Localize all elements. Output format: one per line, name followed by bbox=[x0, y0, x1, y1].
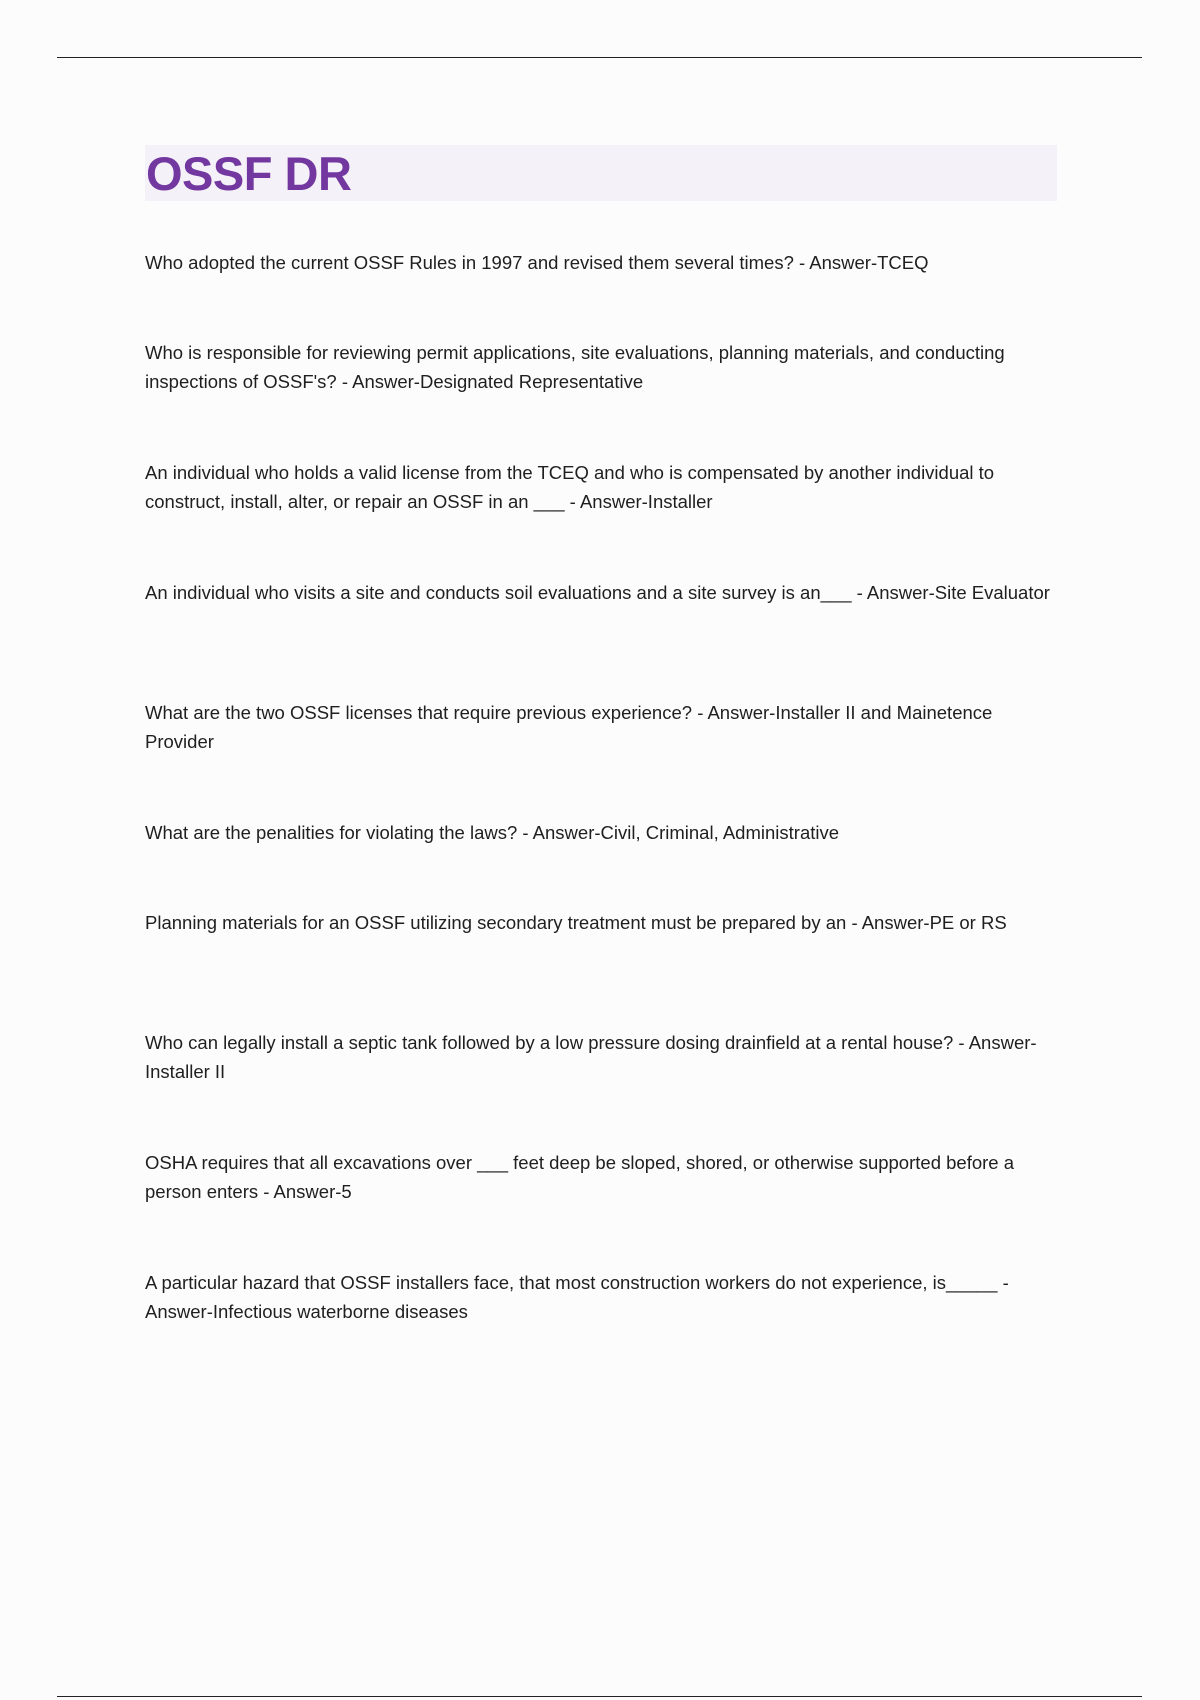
top-rule bbox=[57, 57, 1142, 58]
qa-item: Who is responsible for reviewing permit applications, site evaluations, planning materials, and conducting inspections of OSSF's? - Answer-Designated Representative bbox=[145, 342, 1005, 392]
qa-item: What are the two OSSF licenses that require previous experience? - Answer-Installer II and Mainetence Provider bbox=[145, 702, 993, 752]
qa-item: What are the penalities for violating the laws? - Answer-Civil, Criminal, Administrative bbox=[145, 822, 840, 843]
document-title: OSSF DR bbox=[146, 146, 352, 200]
qa-item: Planning materials for an OSSF utilizing secondary treatment must be prepared by an - Answer-PE or RS bbox=[145, 912, 1007, 933]
bottom-rule bbox=[57, 1696, 1142, 1697]
title-band bbox=[145, 145, 1057, 201]
qa-item: OSHA requires that all excavations over ___ feet deep be sloped, shored, or otherwise supported before a person enters - Answer-5 bbox=[145, 1152, 1015, 1202]
qa-item: An individual who holds a valid license from the TCEQ and who is compensated by another individual to construct, install, alter, or repair an OSSF in an ___ - Answer-Installer bbox=[145, 462, 995, 512]
qa-item: Who adopted the current OSSF Rules in 1997 and revised them several times? - Answer-TCEQ bbox=[145, 252, 929, 273]
document-body bbox=[145, 145, 1057, 1388]
qa-item: A particular hazard that OSSF installers face, that most construction workers do not experience, is_____ - Answer-Infectious waterborne diseases bbox=[145, 1272, 1009, 1322]
qa-item: Who can legally install a septic tank followed by a low pressure dosing drainfield at a rental house? - Answer-Installer II bbox=[145, 1032, 1037, 1082]
qa-list bbox=[145, 248, 1057, 1388]
qa-item: An individual who visits a site and conducts soil evaluations and a site survey is an___ - Answer-Site Evaluator bbox=[145, 582, 1050, 603]
